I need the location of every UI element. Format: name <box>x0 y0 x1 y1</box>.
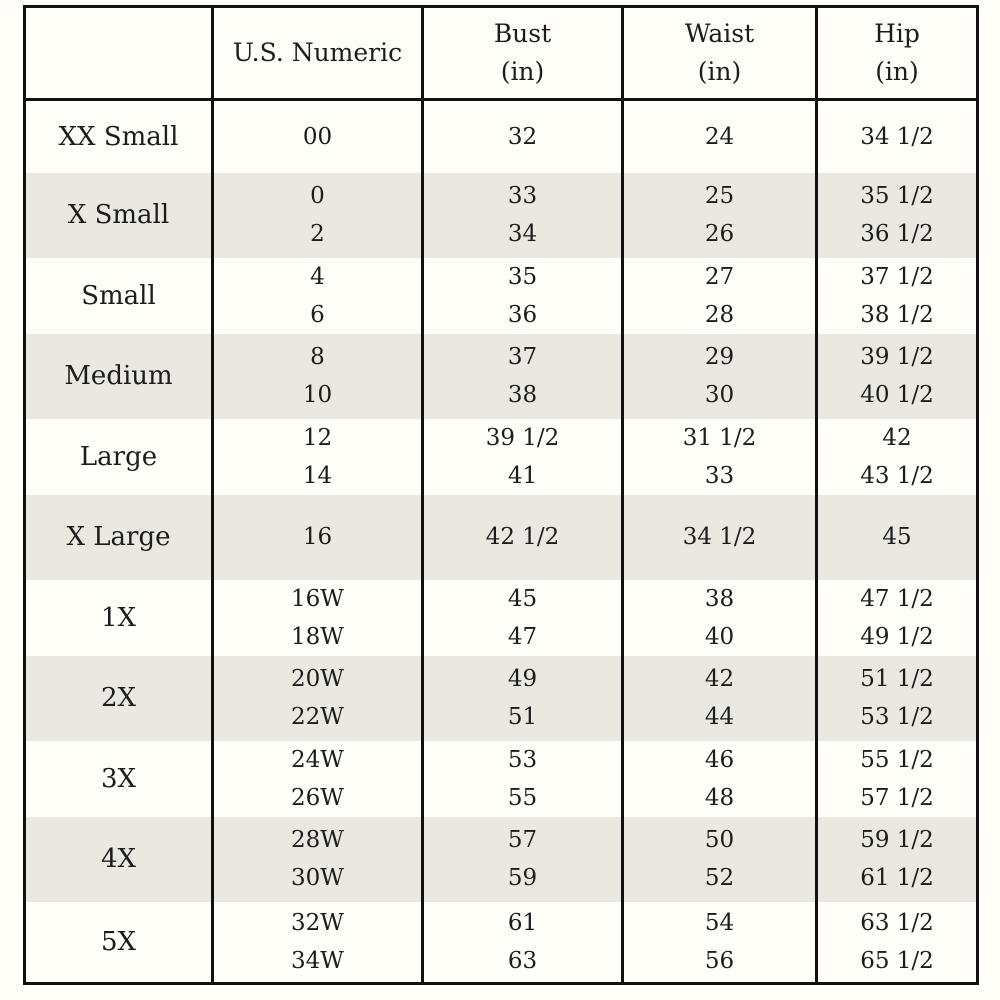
bust-value: 49 <box>507 666 538 692</box>
waist-value: 29 <box>704 344 735 370</box>
size-chart-table <box>23 5 979 985</box>
bust-cell <box>423 258 623 334</box>
waist-value: 25 <box>704 183 735 209</box>
bust-value: 35 <box>507 263 538 290</box>
bust-value: 32 <box>507 123 538 150</box>
hip-value: 53 1/2 <box>860 704 934 730</box>
waist-value: 44 <box>704 704 735 730</box>
bust-value: 57 <box>507 827 538 853</box>
header-us-numeric-label: U.S. Numeric <box>232 38 403 67</box>
size-name-cell: XX Small <box>25 100 213 173</box>
header-waist-unit: (in) <box>697 57 742 86</box>
hip-value: 61 1/2 <box>860 865 934 891</box>
size-name-cell: 3X <box>25 741 213 817</box>
bust-cell <box>423 495 623 580</box>
hip-value: 51 1/2 <box>860 666 934 692</box>
table-row <box>25 741 978 817</box>
bust-value: 36 <box>507 301 538 328</box>
header-hip <box>817 7 978 100</box>
hip-value: 59 1/2 <box>860 827 934 853</box>
waist-cell <box>623 495 817 580</box>
waist-value: 48 <box>704 784 735 811</box>
waist-cell <box>623 580 817 656</box>
bust-value: 59 <box>507 865 538 891</box>
numeric-value: 24W <box>291 746 344 773</box>
header-us-numeric <box>213 7 423 100</box>
table-header <box>25 7 978 100</box>
numeric-value: 12 <box>302 424 333 451</box>
table-row <box>25 902 978 984</box>
bust-value: 53 <box>507 746 538 773</box>
waist-value: 30 <box>704 382 735 408</box>
table-row <box>25 100 978 173</box>
bust-value: 37 <box>507 344 538 370</box>
waist-cell <box>623 100 817 173</box>
table-body <box>25 100 978 984</box>
hip-value: 55 1/2 <box>860 746 934 773</box>
numeric-cell <box>213 817 423 902</box>
waist-value: 33 <box>704 462 735 489</box>
hip-value: 39 1/2 <box>860 344 934 370</box>
bust-cell <box>423 334 623 419</box>
hip-value: 45 <box>882 524 912 550</box>
waist-value: 27 <box>704 263 735 290</box>
numeric-value: 4 <box>310 263 325 290</box>
bust-value: 61 <box>507 909 538 936</box>
bust-value: 47 <box>507 623 538 650</box>
waist-cell <box>623 817 817 902</box>
waist-cell <box>623 173 817 258</box>
numeric-value: 16 <box>302 524 333 550</box>
hip-cell <box>817 258 978 334</box>
waist-value: 50 <box>704 827 735 853</box>
waist-cell <box>623 258 817 334</box>
hip-cell <box>817 656 978 741</box>
waist-value: 52 <box>704 865 735 891</box>
bust-value: 38 <box>507 382 538 408</box>
table-row <box>25 258 978 334</box>
table-row <box>25 817 978 902</box>
waist-cell <box>623 334 817 419</box>
table-row <box>25 495 978 580</box>
header-size <box>25 7 213 100</box>
waist-cell <box>623 419 817 495</box>
bust-cell <box>423 580 623 656</box>
hip-value: 43 1/2 <box>860 462 934 489</box>
numeric-cell <box>213 334 423 419</box>
hip-cell <box>817 100 978 173</box>
header-waist <box>623 7 817 100</box>
bust-value: 39 1/2 <box>485 424 560 451</box>
numeric-value: 16W <box>291 585 344 612</box>
waist-value: 26 <box>704 221 735 247</box>
size-name-cell: X Large <box>25 495 213 580</box>
waist-value: 42 <box>704 666 735 692</box>
header-waist-label: Waist <box>684 19 755 48</box>
waist-value: 54 <box>704 909 735 936</box>
bust-cell <box>423 173 623 258</box>
numeric-value: 22W <box>291 704 344 730</box>
hip-cell <box>817 817 978 902</box>
bust-value: 45 <box>507 585 538 612</box>
header-bust <box>423 7 623 100</box>
size-name-cell: Small <box>25 258 213 334</box>
bust-cell <box>423 656 623 741</box>
hip-cell <box>817 741 978 817</box>
size-name-cell: 4X <box>25 817 213 902</box>
hip-value: 37 1/2 <box>860 263 934 290</box>
bust-cell <box>423 100 623 173</box>
hip-value: 57 1/2 <box>860 784 934 811</box>
numeric-value: 14 <box>302 462 333 489</box>
bust-value: 33 <box>507 183 538 209</box>
waist-value: 28 <box>704 301 735 328</box>
bust-cell <box>423 741 623 817</box>
numeric-value: 8 <box>310 344 325 370</box>
bust-value: 63 <box>507 947 538 974</box>
hip-cell <box>817 580 978 656</box>
numeric-value: 26W <box>291 784 344 811</box>
waist-value: 56 <box>704 947 735 974</box>
bust-value: 55 <box>507 784 538 811</box>
hip-value: 34 1/2 <box>860 123 934 150</box>
waist-value: 46 <box>704 746 735 773</box>
bust-cell <box>423 419 623 495</box>
numeric-value: 28W <box>291 827 344 853</box>
hip-cell <box>817 173 978 258</box>
bust-cell <box>423 817 623 902</box>
hip-value: 65 1/2 <box>860 947 934 974</box>
hip-cell <box>817 334 978 419</box>
numeric-value: 18W <box>291 623 344 650</box>
waist-value: 31 1/2 <box>682 424 757 451</box>
waist-cell <box>623 902 817 984</box>
size-name-cell: 2X <box>25 656 213 741</box>
hip-value: 40 1/2 <box>860 382 934 408</box>
numeric-cell <box>213 741 423 817</box>
waist-cell <box>623 656 817 741</box>
size-name-cell: Large <box>25 419 213 495</box>
bust-value: 41 <box>507 462 538 489</box>
size-name-cell: X Small <box>25 173 213 258</box>
numeric-value: 0 <box>310 183 325 209</box>
numeric-value: 00 <box>302 123 333 150</box>
hip-value: 35 1/2 <box>860 183 934 209</box>
header-hip-label: Hip <box>874 19 920 48</box>
hip-cell <box>817 419 978 495</box>
size-name-cell: Medium <box>25 334 213 419</box>
table-row <box>25 656 978 741</box>
table-row <box>25 173 978 258</box>
bust-value: 42 1/2 <box>485 524 560 550</box>
numeric-value: 30W <box>291 865 344 891</box>
hip-value: 38 1/2 <box>860 301 934 328</box>
header-bust-label: Bust <box>493 19 552 48</box>
numeric-cell <box>213 656 423 741</box>
hip-value: 42 <box>882 424 912 451</box>
numeric-value: 20W <box>291 666 344 692</box>
numeric-cell <box>213 258 423 334</box>
numeric-cell <box>213 580 423 656</box>
header-bust-unit: (in) <box>500 57 545 86</box>
size-name-cell: 1X <box>25 580 213 656</box>
hip-value: 47 1/2 <box>860 585 934 612</box>
header-row <box>25 7 978 100</box>
table-row <box>25 334 978 419</box>
numeric-value: 2 <box>310 221 325 247</box>
hip-value: 36 1/2 <box>860 221 934 247</box>
hip-value: 49 1/2 <box>860 623 934 650</box>
bust-value: 34 <box>507 221 538 247</box>
waist-value: 34 1/2 <box>682 524 757 550</box>
numeric-value: 32W <box>291 909 344 936</box>
header-hip-unit: (in) <box>875 57 919 86</box>
numeric-cell <box>213 100 423 173</box>
table-row <box>25 419 978 495</box>
numeric-value: 6 <box>310 301 325 328</box>
hip-value: 63 1/2 <box>860 909 934 936</box>
hip-cell <box>817 495 978 580</box>
numeric-cell <box>213 902 423 984</box>
waist-value: 38 <box>704 585 735 612</box>
numeric-value: 34W <box>291 947 344 974</box>
waist-cell <box>623 741 817 817</box>
numeric-cell <box>213 495 423 580</box>
bust-cell <box>423 902 623 984</box>
numeric-value: 10 <box>302 382 333 408</box>
hip-cell <box>817 902 978 984</box>
numeric-cell <box>213 419 423 495</box>
numeric-cell <box>213 173 423 258</box>
size-name-cell: 5X <box>25 902 213 984</box>
waist-value: 24 <box>704 123 735 150</box>
table-row <box>25 580 978 656</box>
waist-value: 40 <box>704 623 735 650</box>
bust-value: 51 <box>507 704 538 730</box>
